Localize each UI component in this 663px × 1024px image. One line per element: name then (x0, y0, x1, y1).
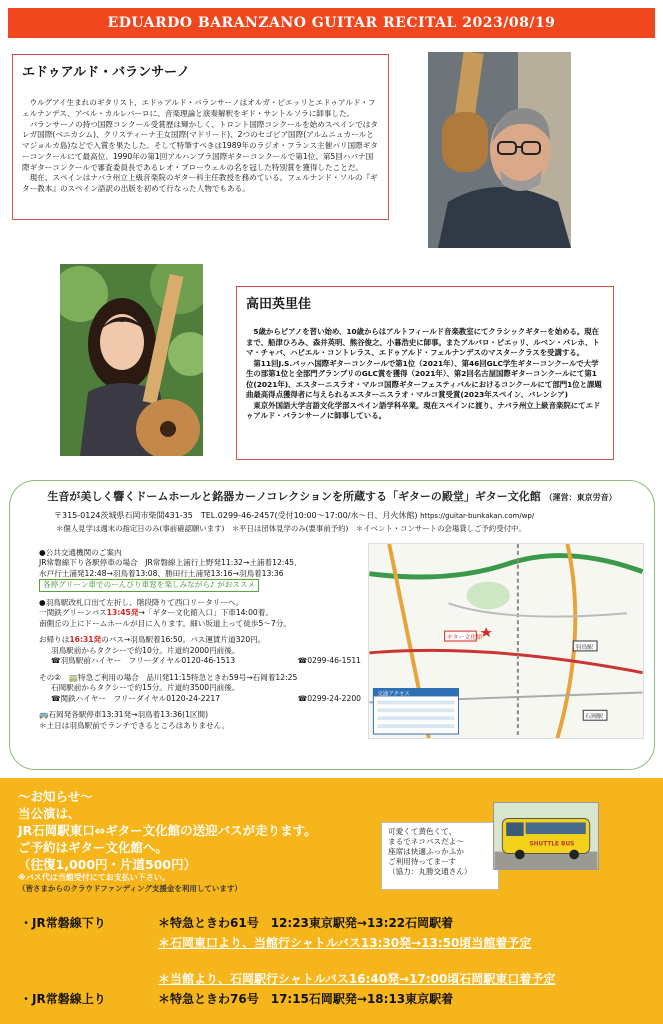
notice-heading: ～お知らせ～ (18, 789, 93, 804)
map-legend-title: 交通アクセス (377, 691, 410, 698)
schedule-up: ・JR常磐線上り ＊特急ときわ76号 17:15石岡駅発→18:13東京駅着 (20, 992, 454, 1006)
map-label-ishioka: 石岡駅 (585, 713, 603, 721)
access-map (368, 543, 644, 739)
venue-address (54, 510, 534, 521)
access-line: 石岡駅前からタクシーで約15分。片道約3500円前後。 (51, 683, 240, 693)
bus-logo: SHUTTLE BUS (529, 841, 575, 848)
schedule-up-shuttle: ＊当館より、石岡駅行シャトルバス16:40発→17:00頃石岡駅東口着予定 (158, 972, 556, 986)
bio-paragraph: 第11回J.S.バッハ国際ギターコンクールで第1位（2021年）、第46回GLC学生ギターコンクールで大学生の部第1位と全部門グランプリのGLC賞を獲得（2021年）、第2回名古屋国際ギターコンクールにて第1位(2021年)、エスターニスラオ・マルコ国際ギターフェスティバルにおけるコンクールにて部門1位と課題曲最高得点獲得者に与えられるエスターニスラオ・マルコ賞受賞(2023年スペイン、バレンシア) (246, 358, 602, 400)
access-line: JR常磐線下り各駅停車の場合 JR常磐線上浦行上野発11:32→土浦着12:45、 (39, 558, 302, 568)
access-line: その② 🚃特急ご利用の場合 品川発11:15特急ときわ59号→石岡着12:25 (39, 672, 298, 682)
photo-baranzano (428, 52, 571, 248)
bio-paragraph: 現在、スペインはナバラ州立上級音楽院のギター科主任教授を務めている。フェルナンド・ソルの『ギター教本』のスペイン語訳の出版を初めて行なった人物でもある。 (22, 173, 378, 194)
bio-name: 高田英里佳 (246, 297, 312, 312)
green-car-tip: 各停グリーン車でのーんびり車窓を楽しみながら♪ がおススメ (39, 579, 259, 591)
address-text: 〒315-0124茨城県石岡市柴間431-35 TEL.0299-46-2457(受付10:00～17:00/水～日、月火休館) (54, 511, 418, 520)
access-line: 羽鳥駅前からタクシーで約10分。片道約2000円前後。 (51, 645, 240, 655)
taxi-phone-row: ☎羽鳥駅前ハイヤー フリーダイヤル0120-46-1513 ☎0299-46-1511 (51, 656, 361, 666)
venue-title-sub: （運営：東京労音） (544, 493, 617, 502)
access-line: ＊土日は羽鳥駅前でランチできるところはありません。 (39, 720, 230, 730)
access-line: 一関鉄グリーンバス13:45発→「ギター文化館入口」下車14:00着。 (39, 608, 273, 618)
venue-title-main: 生音が美しく響くドームホールと銘器カーノコレクションを所蔵する「ギターの殿堂」ギター文化館 (47, 490, 541, 503)
notice-text: ～お知らせ～ 当公演は、 JR石岡駅東口⇔ギター文化館の送迎バスが走ります。 ご予約はギター文化館へ。 （往復1,000円・片道500円） ※バス代は当館受付にてお支払い下さい。 （皆さまからのクラウドファンディング支援金を利用しています） (18, 789, 317, 893)
bio-paragraph: 5歳からピアノを習い始め、10歳からはアルトフィールド音楽教室にてクラシックギターを始める。現在まで、船津ひろみ、森井英明、熊谷俊之、小暮浩史に師事。またアルバロ・ピエッリ、ルベン・パレホ、トマ・チャバ、ハビエル・コントレラス、エドゥアルド・フェルナンデスのマスタークラスを受講する。 (246, 327, 600, 358)
schedule-down-shuttle: ＊石岡東口より、当館行シャトルバス13:30発→13:50頃当館着予定 (158, 936, 532, 950)
access-line: 🚌石岡発各駅停車13:31発→羽鳥着13:36(1区間) (39, 710, 209, 720)
shuttle-notice (0, 778, 663, 1024)
recital-banner: EDUARDO BARANZANO GUITAR RECITAL 2023/08/19 (8, 8, 655, 38)
bio-paragraph: 東京外国語大学言語文化学部スペイン語学科卒業。現在スペインに渡り、ナバラ州立上級音楽院にてエドゥアルド・バランサーノに師事している。 (246, 400, 601, 421)
access-line: 南側丘の上にドームホールが目に入ります。細い坂道上って徒歩5～7分。 (39, 618, 291, 628)
access-guide (39, 548, 369, 731)
access-line: お帰りは16:31発のバス→羽鳥駅着16:50。バス運賃片道320円。 (39, 635, 266, 645)
access-line: ●公共交通機関のご案内 (39, 548, 122, 557)
access-line: ●羽鳥駅改札口出て左折し、階段降りて西口リータリーへ。 (39, 597, 244, 607)
bio-name: エドゥアルド・バランサーノ (22, 65, 190, 80)
bio-paragraph: バランサーノの持つ国際コンクール受賞歴は輝かしく、トロント国際コンクールを始めスペインではタレガ国際(ベニカシム)、クリスティーナ王女国際(マドリード)、2つのセゴビア国際(アルムニュカールとマジョルカ島)などで入賞を果たした。そして特筆すべきは1989年のラジオ・フランス主催パリ国際ギターコンクールにて最高位、1990年の第1回アルハンブラ国際ギターコンクールで第1位、第5回ハバナ国際ギターコンクールで審査委員長であるレオ・ブローウェルの名を冠した特別賞を獲得したことだ。 (22, 119, 378, 172)
bus-note: 可愛くて黄色くて、 まるでネコバスだよ～ 座席は快適ふっかふか ご利用待ってまーす （協力：丸勝交通さん） (381, 822, 499, 890)
taxi-phone-row: ☎関鉄ハイヤー フリーダイヤル0120-24-2217 ☎0299-24-2200 (51, 693, 361, 703)
bio-paragraph: ウルグアイ生まれのギタリスト、エドゥアルド・バランサーノはオルガ・ピエッリとエドゥアルド・フェルナンデス、アベル・カルレバーロに、音楽理論と演奏解釈をギド・サントルソラに師事した。 (22, 98, 376, 118)
photo-takata (60, 264, 203, 456)
venue-url-link[interactable]: https://guitar-bunkakan.com/wp/ (420, 512, 535, 520)
bio-takata (236, 286, 614, 460)
venue-notes: ＊個人見学は週末の指定日のみ(事前確認願います) ＊平日は団体見学のみ(要事前予約) ＊イベント・コンサートの会場貸しご予約受付中。 (56, 524, 526, 533)
bus-photo (493, 802, 599, 870)
venue-info-box (9, 480, 655, 770)
map-label-hatori: 羽鳥駅 (575, 643, 594, 651)
access-line: 水戸行土浦発12:48→羽鳥着13:08、勝田行土浦発13:16→羽鳥着13:36 (39, 568, 284, 578)
map-label-bunkakan: ギター文化館 (446, 634, 483, 642)
schedule-down: ・JR常磐線下り ＊特急ときわ61号 12:23東京駅発→13:22石岡駅着 (20, 916, 454, 930)
bio-baranzano (12, 54, 389, 220)
venue-title (10, 488, 654, 504)
